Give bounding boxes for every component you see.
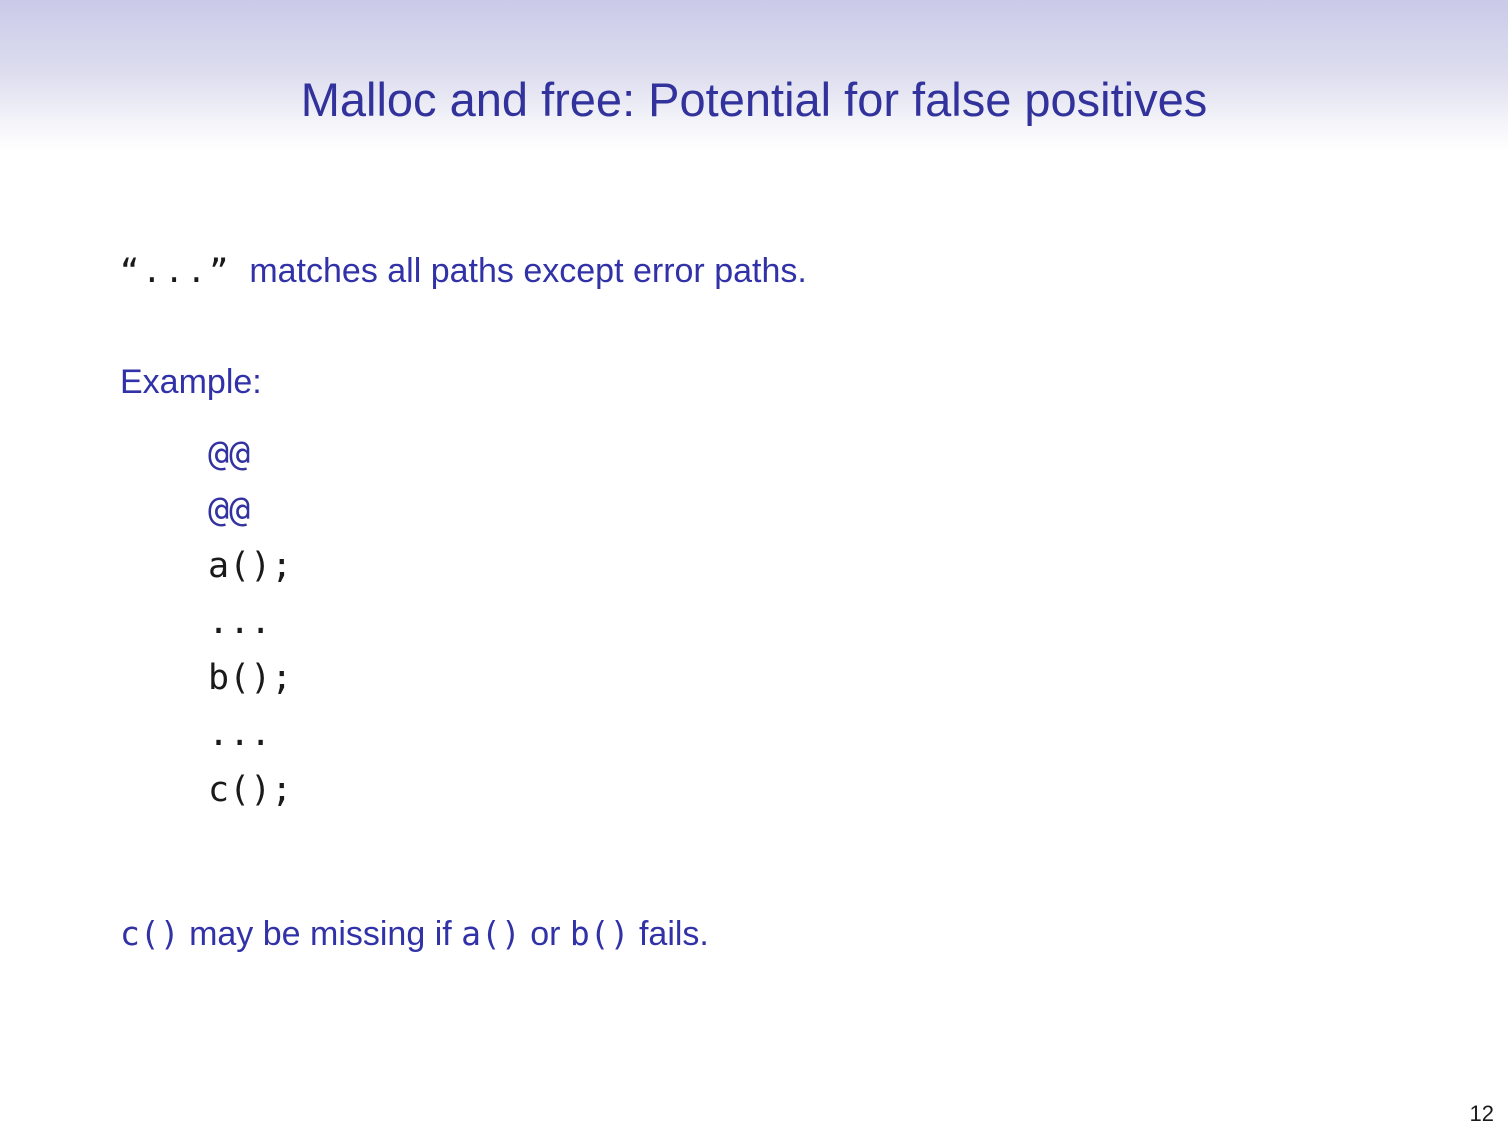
slide-header — [0, 0, 1508, 152]
code-line: @@ — [208, 434, 251, 474]
code-block — [208, 426, 1508, 818]
conclusion-text-or: or — [530, 915, 561, 953]
intro-line — [120, 252, 1508, 291]
conclusion-text-may: may be missing if — [189, 915, 452, 953]
page-number: 12 — [1469, 1101, 1494, 1126]
example-label: Example: — [120, 363, 262, 401]
conclusion-text-fails: fails. — [638, 915, 709, 953]
slide-title: Malloc and free: Potential for false positives — [300, 73, 1208, 126]
code-line: @@ — [208, 490, 251, 530]
conclusion-code-a: a() — [461, 914, 521, 953]
conclusion-code-c: c() — [120, 914, 180, 953]
intro-text: matches all paths except error paths. — [249, 252, 807, 290]
slide-body — [0, 252, 1508, 954]
code-line: ... — [208, 714, 272, 754]
code-line: ... — [208, 602, 272, 642]
intro-quoted-pattern: “...” — [120, 252, 232, 290]
code-line: a(); — [208, 546, 293, 586]
conclusion-code-b: b() — [569, 914, 630, 953]
conclusion-line — [120, 914, 1508, 954]
code-line: c(); — [208, 770, 293, 810]
code-line: b(); — [208, 658, 293, 698]
